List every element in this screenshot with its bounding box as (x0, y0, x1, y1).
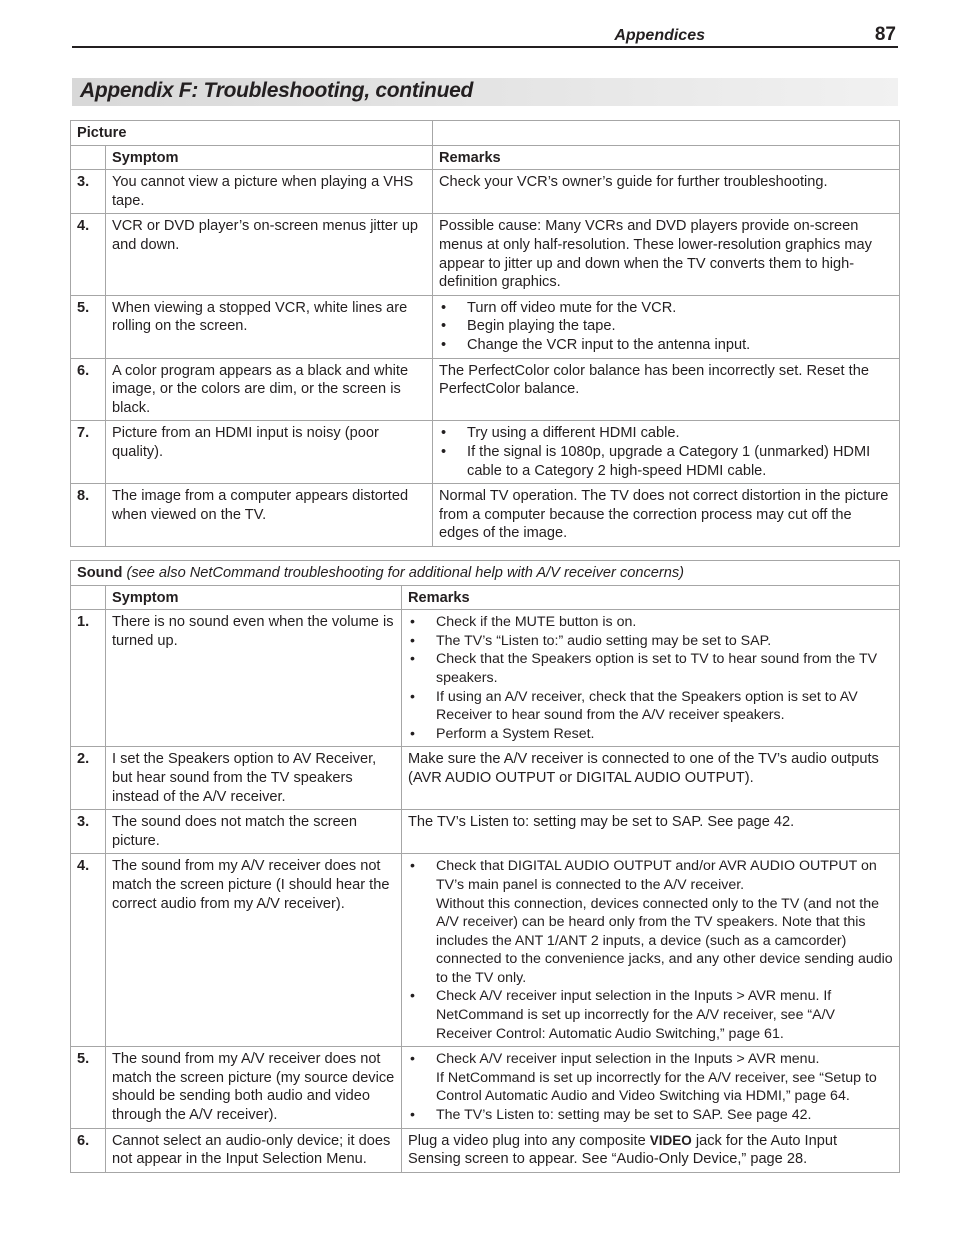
row-number: 6. (71, 1128, 106, 1172)
page-number: 87 (874, 24, 896, 45)
bullet-item: • Check that the Speakers option is set to TV to hear sound from the TV speakers. (408, 650, 893, 687)
symptom-cell: VCR or DVD player’s on-screen menus jitter up and down. (106, 214, 433, 295)
bullet-item: • Check if the MUTE button is on. (408, 613, 893, 632)
row-number: 6. (71, 358, 106, 421)
remarks-cell (402, 1047, 900, 1128)
bullet-item: • If the signal is 1080p, upgrade a Category 1 (unmarked) HDMI cable to a Category 2 high-speed HDMI cable. (439, 443, 893, 480)
bullet-item: • Begin playing the tape. (439, 317, 893, 336)
table-row (71, 170, 900, 214)
row-number: 5. (71, 295, 106, 358)
table-row (71, 1047, 900, 1128)
video-jack-label: VIDEO (649, 1132, 692, 1148)
symptom-cell: You cannot view a picture when playing a VHS tape. (106, 170, 433, 214)
bullet-item: • The TV’s “Listen to:” audio setting may be set to SAP. (408, 632, 893, 651)
table-row (71, 854, 900, 1047)
page-title: Appendix F: Troubleshooting, continued (80, 79, 474, 102)
bullet-continuation: Without this connection, devices connected only to the TV (and not the A/V receiver) can be heard only from the TV speakers. Note that this includes the ANT 1/ANT 2 inputs, a device (such as a camcorder) connected to the convenience jacks, and any other device sending audio to the TV only. (436, 895, 893, 986)
bullet-item: • Try using a different HDMI cable. (439, 424, 893, 443)
row-number: 7. (71, 421, 106, 484)
bullet-item: • Change the VCR input to the antenna input. (439, 336, 893, 355)
table-row (71, 421, 900, 484)
row-number: 8. (71, 484, 106, 547)
remarks-cell (402, 610, 900, 747)
table-row (71, 1128, 900, 1172)
bullet-item: • The TV’s Listen to: setting may be set to SAP. See page 42. (408, 1106, 893, 1125)
remarks-cell (402, 1128, 900, 1172)
remark-text: Plug a video plug into any composite (408, 1132, 650, 1149)
table-row (71, 747, 900, 810)
sound-note: (see also NetCommand troubleshooting for additional help with A/V receiver concerns) (126, 565, 685, 581)
remarks-cell: Normal TV operation. The TV does not correct distortion in the picture from a computer because the correction process may cut off the edges of the image. (433, 484, 900, 547)
row-number: 2. (71, 747, 106, 810)
bullet-list (408, 857, 893, 1043)
title-bar (72, 78, 898, 106)
symptom-cell: Cannot select an audio-only device; it does not appear in the Input Selection Menu. (106, 1128, 402, 1172)
remarks-header: Remarks (402, 585, 900, 610)
table-header-row (71, 585, 900, 610)
symptom-cell: The sound from my A/V receiver does not match the screen picture (my source device should be sending both audio and video through the A/V receiver). (106, 1047, 402, 1128)
table-row (71, 810, 900, 854)
table-row (71, 484, 900, 547)
bullet-item: • Perform a System Reset. (408, 725, 893, 744)
running-header (72, 24, 898, 48)
symptom-header: Symptom (106, 145, 433, 170)
bullet-text: Check A/V receiver input selection in the Inputs > AVR menu. (436, 1051, 820, 1068)
picture-label: Picture (71, 121, 433, 146)
symptom-cell: The image from a computer appears distorted when viewed on the TV. (106, 484, 433, 547)
remarks-cell: Check your VCR’s owner’s guide for further troubleshooting. (433, 170, 900, 214)
bullet-continuation: If NetCommand is set up incorrectly for the A/V receiver, see “Setup to Control Automatic Audio and Video Switching via HDMI,” page 64. (436, 1069, 877, 1105)
bullet-item: • Turn off video mute for the VCR. (439, 299, 893, 318)
bullet-item: • If using an A/V receiver, check that the Speakers option is set to AV Receiver to hear sound from the A/V receiver speakers. (408, 688, 893, 725)
remark-text: jack for the Auto Input Sensing screen to appear. See “Audio-Only Device,” page 28. (408, 1132, 837, 1168)
table-title-row (71, 561, 900, 586)
remarks-header: Remarks (433, 145, 900, 170)
symptom-cell: Picture from an HDMI input is noisy (poor quality). (106, 421, 433, 484)
bullet-item (408, 1050, 893, 1106)
row-number: 5. (71, 1047, 106, 1128)
remarks-cell (433, 421, 900, 484)
symptom-cell: The sound from my A/V receiver does not match the screen picture (I should hear the correct audio from my A/V receiver). (106, 854, 402, 1047)
bullet-item (408, 857, 893, 987)
table-row (71, 610, 900, 747)
table-title-row (71, 121, 900, 146)
remarks-cell: Possible cause: Many VCRs and DVD players provide on-screen menus at only half-resolution. These lower-resolution graphics may appear to jitter up and down when the TV converts them to high-definition graphics. (433, 214, 900, 295)
symptom-cell: A color program appears as a black and white image, or the colors are dim, or the screen is black. (106, 358, 433, 421)
symptom-header: Symptom (106, 585, 402, 610)
sound-table (70, 560, 900, 1173)
bullet-list (408, 1050, 893, 1124)
symptom-cell: When viewing a stopped VCR, white lines are rolling on the screen. (106, 295, 433, 358)
sound-title-cell (71, 561, 900, 586)
table-header-row (71, 145, 900, 170)
remarks-cell: The TV’s Listen to: setting may be set to SAP. See page 42. (402, 810, 900, 854)
bullet-text: Check that DIGITAL AUDIO OUTPUT and/or AVR AUDIO OUTPUT on TV’s main panel is connected to the A/V receiver. (436, 858, 877, 893)
bullet-item: • Check A/V receiver input selection in the Inputs > AVR menu. If NetCommand is set up incorrectly for the A/V receiver, see “A/V Receiver Control: Automatic Audio Switching,” page 61. (408, 987, 893, 1043)
picture-table (70, 120, 900, 547)
symptom-cell: There is no sound even when the volume is turned up. (106, 610, 402, 747)
row-number: 4. (71, 214, 106, 295)
table-row (71, 295, 900, 358)
bullet-list (439, 299, 893, 355)
row-number: 3. (71, 170, 106, 214)
table-row (71, 214, 900, 295)
row-number: 4. (71, 854, 106, 1047)
remarks-cell: The PerfectColor color balance has been incorrectly set. Reset the PerfectColor balance. (433, 358, 900, 421)
section-name: Appendices (614, 27, 705, 44)
bullet-list (439, 424, 893, 480)
table-row (71, 358, 900, 421)
bullet-list (408, 613, 893, 743)
remarks-cell: Make sure the A/V receiver is connected to one of the TV’s audio outputs (AVR AUDIO OUTPUT or DIGITAL AUDIO OUTPUT). (402, 747, 900, 810)
symptom-cell: I set the Speakers option to AV Receiver, but hear sound from the TV speakers instead of the A/V receiver. (106, 747, 402, 810)
sound-label: Sound (77, 565, 123, 581)
symptom-cell: The sound does not match the screen picture. (106, 810, 402, 854)
row-number: 3. (71, 810, 106, 854)
row-number: 1. (71, 610, 106, 747)
remarks-cell (433, 295, 900, 358)
remarks-cell (402, 854, 900, 1047)
